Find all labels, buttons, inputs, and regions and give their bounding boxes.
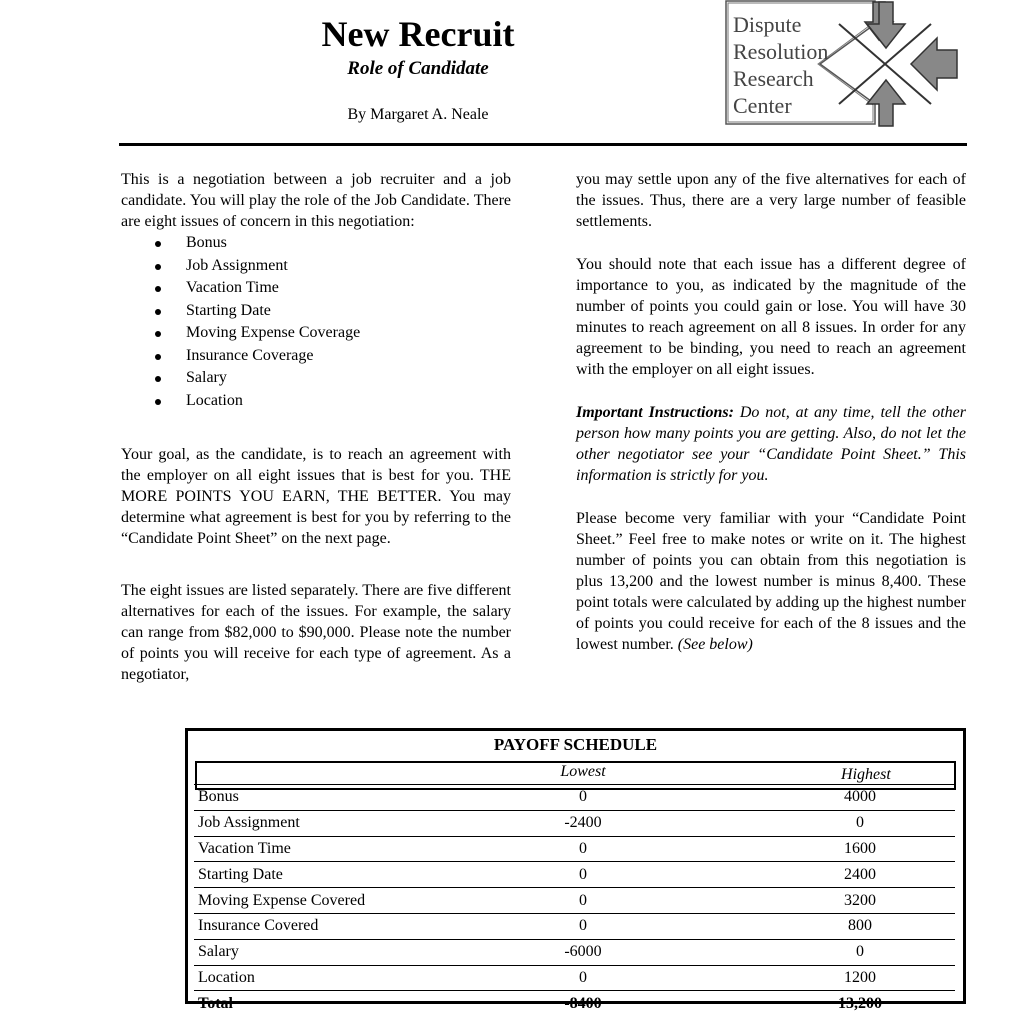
table-row [194,913,955,939]
table-total-row [194,990,955,1016]
logo [725,0,965,128]
table-title: PAYOFF SCHEDULE [493,735,658,754]
issue-cell: Location [198,968,255,986]
page-title: New Recruit [321,14,515,54]
table-row [194,887,955,913]
see-below: (See below) [677,636,753,653]
highest-cell: 0 [856,943,864,961]
logo-line-4: Center [733,93,792,118]
highest-cell: 0 [856,814,864,832]
issue-cell: Total [198,994,233,1012]
issue-cell: Job Assignment [198,814,300,832]
table-body [194,784,955,1016]
lowest-cell: -2400 [564,814,602,832]
highest-cell: 2400 [844,865,876,883]
instructions-label: Important Instructions: [576,404,734,421]
issue-cell: Moving Expense Covered [198,891,366,909]
left-column [121,169,511,685]
arrows-converging-icon [865,2,957,126]
intro-paragraph: This is a negotiation between a job recruiter and a job candidate. You will play the role of the Job Candidate. There are eight issues of concern in this negotiation: [121,171,511,230]
list-item: Vacation Time [121,277,511,300]
page-subtitle: Role of Candidate [347,58,489,79]
list-item: Salary [121,367,511,390]
lowest-cell: 0 [579,917,587,935]
highest-cell: 3200 [844,891,876,909]
byline: By Margaret A. Neale [347,106,489,123]
column-header-highest: Highest [841,766,891,784]
list-item: Bonus [121,232,511,255]
lowest-cell: 0 [579,891,587,909]
header-divider [119,143,967,146]
issue-cell: Vacation Time [198,839,291,857]
lowest-cell: -6000 [564,943,602,961]
table-row [194,784,955,810]
importance-paragraph: You should note that each issue has a different degree of importance to you, as indicated by the magnitude of the number of points you could gain or lose. You will have 30 minutes to reach agreement on all 8 issues. In order for any agreement to be binding, you need to reach an agreement with the employer on all eight issues. [576,256,966,378]
table-row [194,810,955,836]
logo-line-2: Resolution [733,39,829,64]
familiar-text: Please become very familiar with your “Candidate Point Sheet.” Feel free to make notes or write on it. The highest number of points you can obtain from this negotiation is plus 13,200 and the lowest number is minus 8,400. These point totals were calculated by adding up the highest number of points you could receive for each of the 8 issues and the lowest number. [576,510,966,653]
logo-line-3: Research [733,66,814,91]
list-item: Location [121,390,511,413]
instructions-text: Do not, at any time, tell the other person how many points you are getting. Also, do not let the other negotiator see your “Candidate Point Sheet.” This information is strictly for you. [576,404,966,484]
lowest-cell: 0 [579,865,587,883]
table-row [194,939,955,965]
list-item: Starting Date [121,300,511,323]
instructions-paragraph [576,402,966,486]
list-item: Job Assignment [121,255,511,278]
column-header-lowest: Lowest [560,763,606,780]
highest-cell: 4000 [844,788,876,806]
table-row [194,965,955,991]
table-row [194,836,955,862]
goal-paragraph: Your goal, as the candidate, is to reach an agreement with the employer on all eight issues that is best for you. THE MORE POINTS YOU EARN, THE BETTER. You may determine what agreement is best for you by referring to the “Candidate Point Sheet” on the next page. [121,446,511,547]
lowest-cell: 0 [579,788,587,806]
highest-cell: 1200 [844,968,876,986]
highest-cell: 800 [848,917,872,935]
familiar-paragraph [576,508,966,655]
right-column [576,169,966,655]
issues-paragraph: The eight issues are listed separately. There are five different alternatives for each of the issues. For example, the salary can range from $82,000 to $90,000. Please note the number of points you will receive for each type of agreement. As a negotiator, [121,582,511,683]
issue-cell: Starting Date [198,865,283,883]
lowest-cell: 0 [579,968,587,986]
highest-cell: 13,200 [838,994,882,1012]
issue-cell: Bonus [198,788,239,806]
lowest-cell: 0 [579,839,587,857]
issues-list [121,232,511,412]
logo-line-1: Dispute [733,12,802,37]
highest-cell: 1600 [844,839,876,857]
table-row [194,861,955,887]
issue-cell: Salary [198,943,239,961]
list-item: Moving Expense Coverage [121,322,511,345]
continuation-paragraph: you may settle upon any of the five alternatives for each of the issues. Thus, there are a very large number of feasible settlements. [576,171,966,230]
lowest-cell: -8400 [564,994,602,1012]
list-item: Insurance Coverage [121,345,511,368]
issue-cell: Insurance Covered [198,917,319,935]
